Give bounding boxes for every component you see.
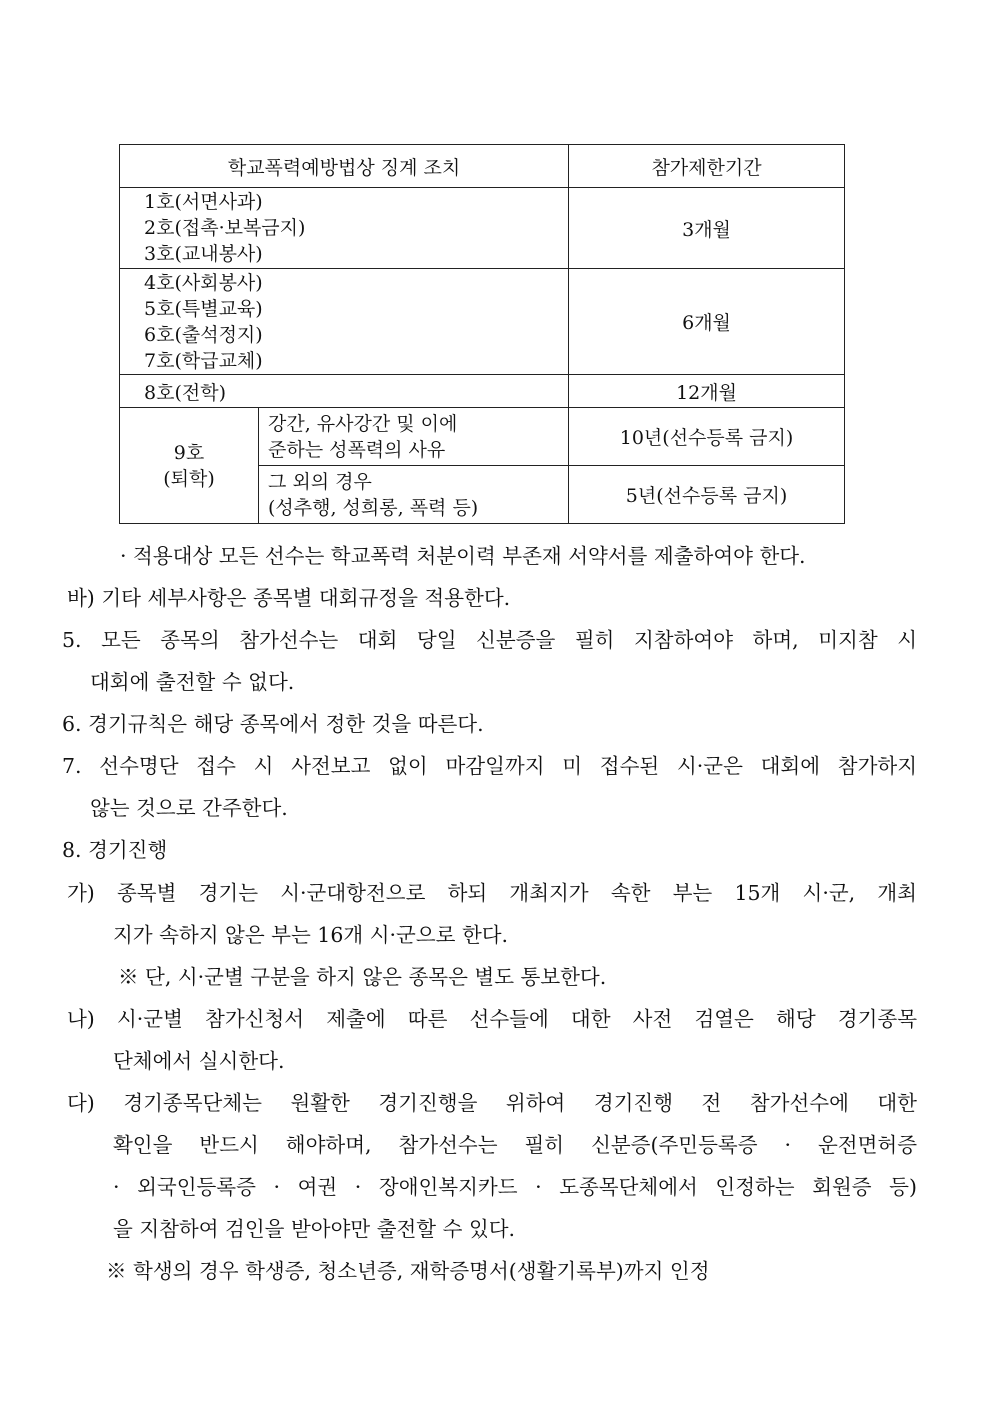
item-ga-cont [113, 914, 917, 956]
period-cell: 12개월 [569, 375, 845, 408]
expulsion-label-sub: (퇴학) [163, 467, 215, 490]
measure-item: 2호(접촉·보복금지) [144, 217, 306, 239]
item-5 [62, 619, 917, 661]
item-7-line: 않는 것으로 간주한다. [90, 796, 288, 820]
discipline-table [119, 144, 845, 524]
measure-item: 4호(사회봉사) [144, 271, 263, 294]
case-text: (성추행, 성희롱, 폭력 등) [268, 496, 479, 519]
item-ba-text: 바) 기타 세부사항은 종목별 대회규정을 적용한다. [67, 586, 511, 610]
measure-cell [120, 269, 569, 375]
item-8-text: 8. 경기진행 [62, 838, 168, 862]
item-5-cont [90, 661, 917, 703]
period-cell: 3개월 [569, 188, 845, 269]
item-da-line: 확인을 반드시 해야하며, 참가선수는 필히 신분증(주민등록증 · 운전면허증 [113, 1133, 917, 1157]
expulsion-label: 9호 [173, 441, 205, 464]
item-na-cont [113, 1040, 917, 1082]
item-5-line: 5. 모든 종목의 참가선수는 대회 당일 신분증을 필히 지참하여야 하며, 미지참 시 [62, 628, 917, 652]
item-da [67, 1082, 917, 1124]
item-na-line: 단체에서 실시한다. [113, 1049, 285, 1073]
note-apply-text: · 적용대상 모든 선수는 학교폭력 처분이력 부존재 서약서를 제출하여야 한다. [120, 544, 806, 568]
measure-item: 7호(학급교체) [144, 349, 263, 372]
measure-item: 6호(출석정지) [144, 323, 263, 346]
item-da-line: · 외국인등록증 · 여권 · 장애인복지카드 · 도종목단체에서 인정하는 회원증 등) [113, 1175, 917, 1199]
header-period: 참가제한기간 [569, 145, 845, 188]
header-measure: 학교폭력예방법상 징계 조치 [120, 145, 569, 188]
item-5-line: 대회에 출전할 수 없다. [90, 670, 295, 694]
item-da-cont [113, 1124, 917, 1250]
item-ga-line: 지가 속하지 않은 부는 16개 시·군으로 한다. [113, 923, 509, 947]
student-note-text: ※ 학생의 경우 학생증, 청소년증, 재학증명서(생활기록부)까지 인정 [106, 1259, 710, 1283]
measure-cell [120, 188, 569, 269]
item-6 [62, 703, 917, 745]
note-apply [120, 535, 915, 577]
table-row [120, 375, 845, 408]
table-row [120, 269, 845, 375]
table-header-row [120, 145, 845, 188]
case-text: 강간, 유사강간 및 이에 [268, 412, 458, 435]
measure-cell: 8호(전학) [120, 375, 569, 408]
case-text: 그 외의 경우 [268, 470, 372, 493]
item-6-text: 6. 경기규칙은 해당 종목에서 정한 것을 따른다. [62, 712, 484, 736]
table-row [120, 188, 845, 269]
item-ga-line: 가) 종목별 경기는 시·군대항전으로 하되 개최지가 속한 부는 15개 시·군, 개최 [67, 881, 917, 905]
item-ga-note [118, 956, 917, 998]
measure-item: 3호(교내봉사) [144, 243, 263, 265]
item-7-line: 7. 선수명단 접수 시 사전보고 없이 마감일까지 미 접수된 시·군은 대회에 참가하지 [62, 754, 917, 778]
period-cell: 10년(선수등록 금지) [569, 408, 845, 466]
case-cell [259, 408, 569, 466]
item-7-cont [90, 787, 917, 829]
measure-item: 1호(서면사과) [144, 191, 263, 213]
item-da-line: 다) 경기종목단체는 원활한 경기진행을 위하여 경기진행 전 참가선수에 대한 [67, 1091, 917, 1115]
item-na [67, 998, 917, 1040]
expulsion-label-cell [120, 408, 259, 524]
item-ga [67, 872, 917, 914]
case-cell [259, 466, 569, 524]
case-text: 준하는 성폭력의 사유 [268, 438, 446, 461]
item-na-line: 나) 시·군별 참가신청서 제출에 따른 선수들에 대한 사전 검열은 해당 경기종목 [67, 1007, 917, 1031]
item-da-line: 을 지참하여 검인을 받아야만 출전할 수 있다. [113, 1217, 516, 1241]
item-7 [62, 745, 917, 787]
period-cell: 6개월 [569, 269, 845, 375]
period-cell: 5년(선수등록 금지) [569, 466, 845, 524]
student-note [106, 1250, 917, 1292]
item-8 [62, 829, 917, 871]
measure-item: 5호(특별교육) [144, 297, 263, 320]
item-ba [67, 577, 915, 619]
table-row [120, 408, 845, 466]
item-ga-note-text: ※ 단, 시·군별 구분을 하지 않은 종목은 별도 통보한다. [118, 965, 607, 989]
